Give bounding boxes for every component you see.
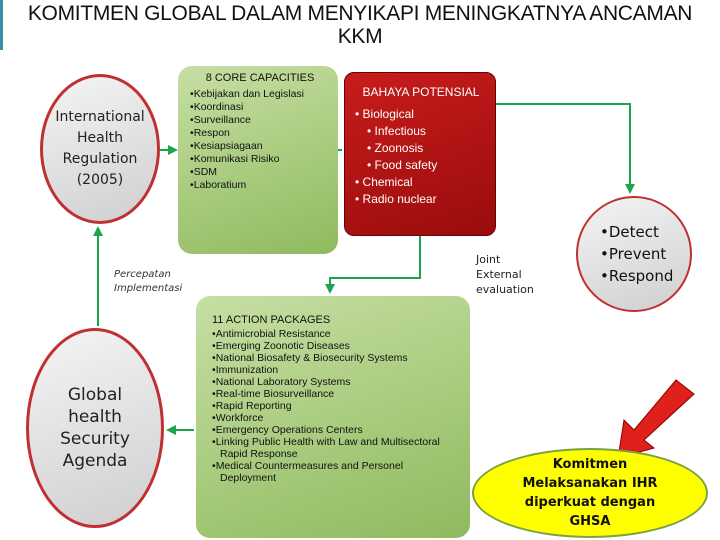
commitment-ellipse <box>472 448 708 538</box>
list-item: • SDM <box>190 166 330 179</box>
list-item: • Kesiapsiagaan <box>190 140 330 153</box>
ihr-circle <box>40 74 160 224</box>
list-item: • Antimicrobial Resistance <box>212 328 460 340</box>
hazard-subitem: • Food safety <box>367 158 438 172</box>
list-item: • Koordinasi <box>190 101 330 114</box>
list-item: • Komunikasi Risiko <box>190 153 330 166</box>
dpr-item: •Respond <box>600 267 674 285</box>
list-item: • Workforce <box>212 412 460 424</box>
arrow-hazard-to-actions <box>330 236 420 292</box>
ghsa-label: Global health Security Agenda <box>60 385 130 471</box>
ihr-label: International Health Regulation (2005) <box>55 109 145 188</box>
hazard-subitem: • Infectious <box>367 124 426 138</box>
core-capacities-list <box>190 88 330 192</box>
list-item: • Kebijakan dan Legislasi <box>190 88 330 101</box>
detect-prevent-respond-circle <box>576 196 692 312</box>
hazard-item: • Radio nuclear <box>355 192 437 206</box>
list-item: • Emergency Operations Centers <box>212 424 460 436</box>
list-item: • Laboratium <box>190 179 330 192</box>
list-item: • Rapid Reporting <box>212 400 460 412</box>
arrow-hazard-to-dpr <box>496 104 630 192</box>
dpr-item: •Detect <box>600 223 659 241</box>
action-packages-box <box>196 296 470 538</box>
list-item: • National Laboratory Systems <box>212 376 460 388</box>
commitment-text: Komitmen Melaksanakan IHR diperkuat dengan GHSA <box>522 457 658 529</box>
hazard-title: BAHAYA POTENSIAL <box>362 85 480 99</box>
list-item: • Linking Public Health with Law and Multisectoral Rapid Response <box>212 436 460 460</box>
percepatan-label: Percepatan Implementasi <box>114 269 183 294</box>
dpr-item: •Prevent <box>600 245 667 263</box>
action-packages-title: 11 ACTION PACKAGES <box>212 314 331 326</box>
jee-label: Joint External evaluation <box>476 253 534 296</box>
page-title: KOMITMEN GLOBAL DALAM MENYIKAPI MENINGKATNYA ANCAMAN KKM <box>27 2 693 48</box>
core-capacities-title: 8 CORE CAPACITIES <box>205 72 315 84</box>
list-item: • Respon <box>190 127 330 140</box>
list-item: • National Biosafety & Biosecurity Systems <box>212 352 460 364</box>
red-pointer-arrow-icon <box>618 380 694 458</box>
list-item: • Real-time Biosurveillance <box>212 388 460 400</box>
hazard-box <box>344 72 496 236</box>
action-packages-list <box>212 328 460 484</box>
hazard-subitem: • Zoonosis <box>367 141 424 155</box>
list-item: • Surveillance <box>190 114 330 127</box>
hazard-item: • Chemical <box>355 175 413 189</box>
list-item: • Emerging Zoonotic Diseases <box>212 340 460 352</box>
hazard-item: • Biological <box>355 107 414 121</box>
list-item: • Medical Countermeasures and Personel Deployment <box>212 460 460 484</box>
ghsa-circle <box>26 328 164 528</box>
core-capacities-box <box>178 66 338 254</box>
list-item: • Immunization <box>212 364 460 376</box>
